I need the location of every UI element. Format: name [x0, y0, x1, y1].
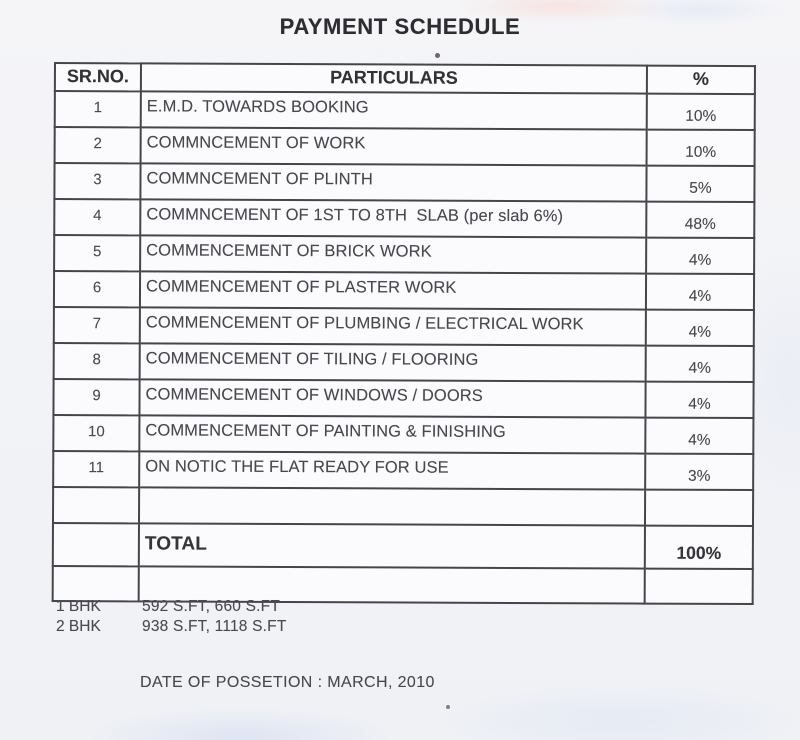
table-row: [55, 91, 755, 130]
cell-particulars: COMMNCEMENT OF 1ST TO 8TH SLAB (per slab 6%): [140, 199, 646, 237]
cell-srno: 7: [54, 307, 140, 343]
cell-percent: [645, 490, 753, 526]
cell-percent: 4%: [646, 274, 754, 310]
cell-particulars: COMMENCEMENT OF BRICK WORK: [140, 235, 646, 273]
cell-srno: 9: [53, 379, 139, 415]
bhk-1-label: 1 BHK: [56, 598, 101, 615]
cell-particulars: COMMENCEMENT OF TILING / FLOORING: [140, 343, 646, 381]
table-header-row: [55, 63, 755, 94]
header-particulars: PARTICULARS: [141, 63, 647, 93]
table-row: [54, 163, 754, 202]
bhk-1-value: 592 S.FT, 660 S.FT: [142, 598, 280, 615]
table-row: [54, 199, 754, 238]
cell-srno: 4: [54, 199, 140, 235]
cell-percent: 4%: [646, 346, 754, 382]
cell-srno: 6: [54, 271, 140, 307]
cell-srno: 11: [53, 451, 139, 487]
table-row: [53, 451, 753, 490]
cell-srno: 10: [53, 415, 139, 451]
table-row: [54, 343, 754, 382]
table-row: [54, 235, 754, 274]
cell-srno: [53, 487, 139, 523]
possession-date: DATE OF POSSETION : MARCH, 2010: [140, 674, 435, 691]
cell-percent: 4%: [646, 310, 754, 346]
bhk-2-label: 2 BHK: [56, 618, 101, 635]
cell-srno: 1: [55, 91, 141, 127]
table-row: [53, 415, 753, 454]
cell-particulars: ON NOTIC THE FLAT READY FOR USE: [139, 451, 645, 489]
table-row: [53, 379, 753, 418]
cell-particulars: COMMENCEMENT OF PLUMBING / ELECTRICAL WORK: [140, 307, 646, 345]
cell-particulars: COMMNCEMENT OF PLINTH: [140, 163, 646, 201]
cell-particulars: COMMENCEMENT OF WINDOWS / DOORS: [139, 379, 645, 417]
total-label: TOTAL: [139, 523, 645, 568]
total-row: [53, 523, 753, 569]
cell-particulars: COMMNCEMENT OF WORK: [141, 127, 647, 165]
table-row: [54, 307, 754, 346]
total-percent: 100%: [645, 526, 753, 569]
cell-srno: 2: [55, 127, 141, 163]
bhk-line-1: [56, 597, 287, 617]
cell-srno: 5: [54, 235, 140, 271]
cell-particulars: [139, 487, 645, 525]
scan-artifact-dot: [435, 53, 440, 58]
table-row: [53, 487, 753, 526]
cell-srno: 3: [54, 163, 140, 199]
cell-percent: 4%: [645, 382, 753, 418]
header-percent: %: [647, 66, 755, 94]
cell-percent: 4%: [646, 238, 754, 274]
table-row: [55, 127, 755, 166]
cell-percent: 10%: [647, 130, 755, 166]
cell-percent: 3%: [645, 454, 753, 490]
cell-percent: 48%: [646, 202, 754, 238]
cell-percent: 4%: [645, 418, 753, 454]
cell-particulars: COMMENCEMENT OF PAINTING & FINISHING: [139, 415, 645, 453]
bhk-specs: [56, 597, 287, 637]
page-title: PAYMENT SCHEDULE: [279, 14, 521, 39]
header-srno: SR.NO.: [55, 63, 141, 91]
cell-srno: 8: [54, 343, 140, 379]
bhk-2-value: 938 S.FT, 1118 S.FT: [142, 618, 287, 635]
scan-artifact-dot: [446, 705, 450, 709]
bhk-line-2: [56, 617, 287, 637]
table-row: [54, 271, 754, 310]
cell-percent: 5%: [646, 166, 754, 202]
payment-schedule-table: [52, 62, 756, 605]
total-srno-cell: [53, 523, 139, 566]
cell-particulars: COMMENCEMENT OF PLASTER WORK: [140, 271, 646, 309]
cell-percent: 10%: [647, 94, 755, 130]
cell-particulars: E.M.D. TOWARDS BOOKING: [141, 91, 647, 129]
